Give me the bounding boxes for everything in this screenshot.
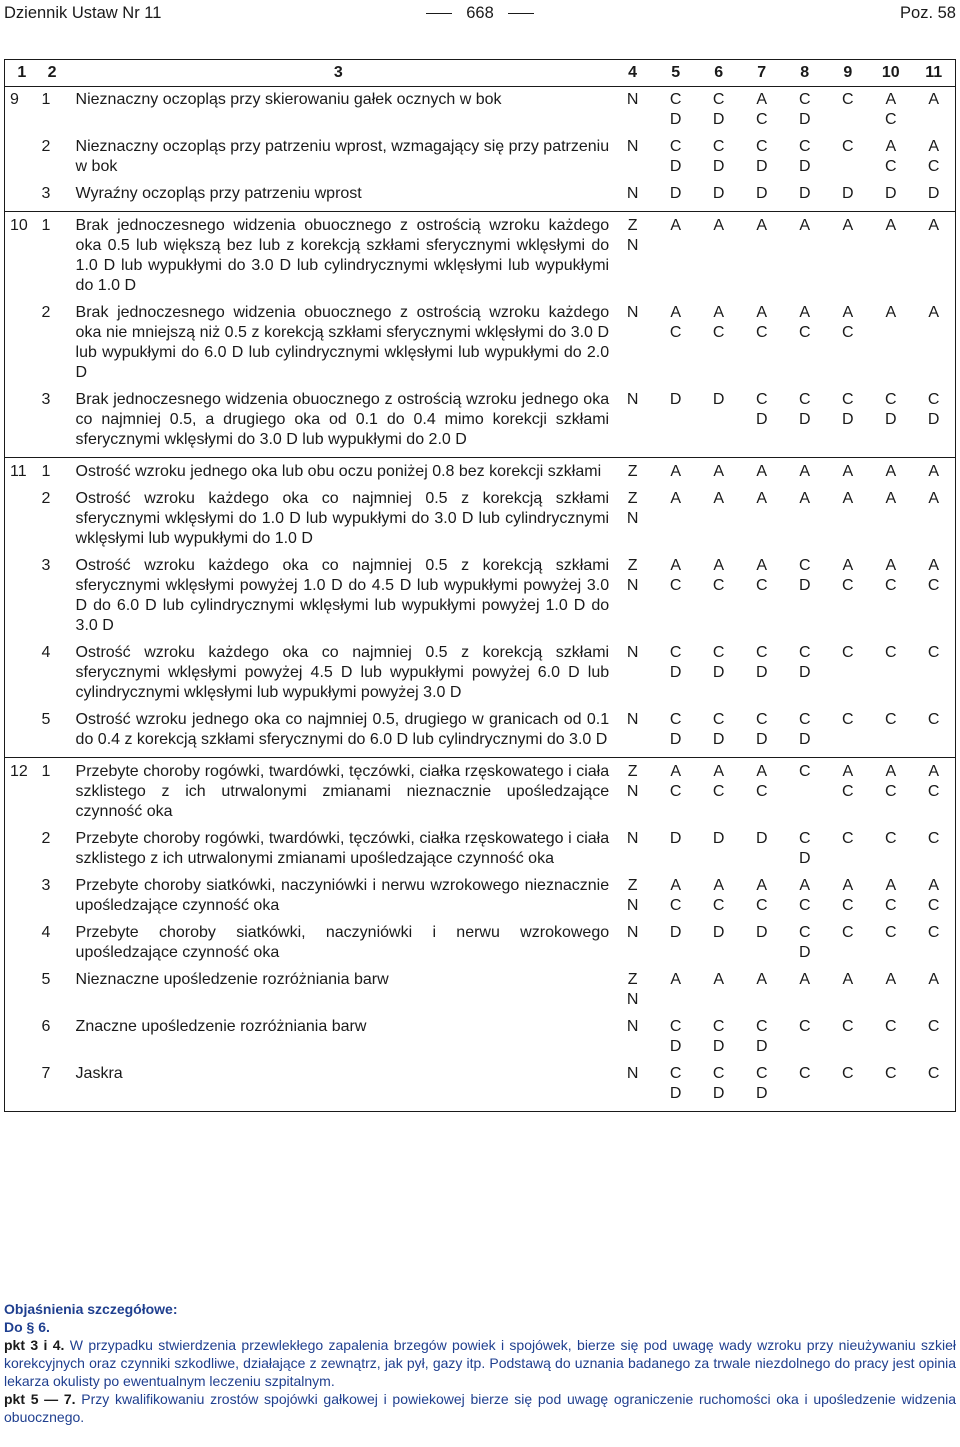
item-number: 3 [41,185,51,202]
grade-cell: Z N [626,877,639,914]
grade-cell: C [927,711,940,728]
grade-cell: D [669,924,682,941]
journal-title: Dziennik Ustaw Nr 11 [4,4,162,22]
grade-cell: A C [927,557,940,594]
table-row [5,710,956,758]
grade-cell: C D [755,1018,768,1055]
grade-cell: A [842,971,854,988]
grade-cell: C [885,644,897,661]
table-row [5,1064,956,1112]
grade-cell: C D [798,557,811,594]
grade-cell: D [712,185,725,202]
table-body [5,87,956,1112]
grade-cell: A [869,458,912,490]
grade-cell: C [927,1065,940,1082]
grade-cell: Z N [626,557,639,594]
grade-cell: C D [798,644,811,681]
column-header: 9 [826,60,869,87]
grade-cell: Z N [611,212,654,304]
grade-cell: C D [712,138,725,175]
grade-cell: C D [755,644,768,681]
grade-cell: A [783,212,826,304]
grade-cell: C D [712,711,725,748]
grade-cell: Z [611,458,654,490]
table-row [5,390,956,458]
item-description: Brak jednoczesnego widzenia obuocznego z ostrością wzroku każdego oka 0.5 lub większą bez lub z korekcją szkłami sferycznymi wklęsłymi do 1.0 D lub wypukłymi do 3.0 D lub cylindrycznymi wklęsłymi lub wypukłymi do 1.0 D [66,212,612,304]
note-label: pkt 3 i 4. [4,1337,65,1353]
column-header-row [5,60,956,87]
table-row [5,643,956,710]
item-description: Przebyte choroby rogówki, twardówki, tęczówki, ciałka rzęskowatego i ciała szklistego z ich utrwalonymi zmianami upośledzające czynność oka [75,830,610,867]
grade-cell: A [826,212,869,304]
grade-cell: A C [842,877,854,914]
grade-cell: C D [755,1065,768,1102]
grade-cell: Z N [626,971,639,1008]
grade-cell: A [740,458,783,490]
item-number: 7 [41,1065,51,1082]
table-row [5,212,956,304]
dash-right [508,13,534,14]
grade-cell: A [842,490,854,507]
item-description: Przebyte choroby siatkówki, naczyniówki i nerwu wzrokowego upośledzające czynność oka [75,924,610,961]
page-number-text: 668 [466,4,494,22]
grade-cell: A C [669,877,682,914]
grade-cell: A [885,971,897,988]
grade-cell: C D [755,711,768,748]
grade-cell: C [927,1018,940,1035]
notes-section: Do § 6. [4,1319,50,1335]
grade-cell: A C [712,304,725,341]
grade-cell: C [842,711,854,728]
item-number: 2 [41,490,51,507]
item-number: 1 [41,91,51,108]
grade-cell: A [713,971,725,988]
grade-cell: A [654,458,697,490]
grade-cell: A C [842,304,854,341]
grade-cell: D [755,185,768,202]
grade-cell: D [798,185,811,202]
note-text: W przypadku stwierdzenia przewlekłego zapalenia brzegów powiek i spojówek, bierze się pod uwagę wady wzroku przy nieużywaniu szkieł korekcyjnych oraz czynniki szkodliwe, działające z zewnątrz, jak pył, gazy itp. Podstawą do uznania badanego za trwale niezdolnego do pracy jest opinia lekarza okulisty po ewentualnym leczeniu szpitalnym. [4,1337,956,1389]
item-description: Jaskra [75,1065,123,1082]
grade-cell: D [842,185,854,202]
page-header [0,0,960,30]
grade-cell: C D [669,91,682,128]
grade-cell: N [626,1065,639,1082]
table-row [5,184,956,212]
grade-cell: A [885,304,897,321]
grade-cell: C D [798,138,811,175]
group-number: 11 [5,458,39,758]
item-number: 3 [41,877,51,894]
column-header: 1 [5,60,39,87]
grade-cell: C D [798,830,811,867]
grade-cell: A [928,91,939,108]
grade-cell: C [885,711,897,728]
grade-cell: C D [712,1018,725,1055]
grade-cell: N [626,644,639,661]
column-header: 4 [611,60,654,87]
note-paragraph-2 [4,1390,956,1426]
item-description: Nieznaczne upośledzenie rozróżniania barw [75,971,389,988]
table-row [5,87,956,138]
grade-cell: A C [826,758,869,830]
item-number: 3 [41,391,51,408]
column-header: 6 [697,60,740,87]
grade-cell: C [798,1018,811,1035]
grade-cell: A [670,490,681,507]
grade-cell: A C [912,758,955,830]
grade-cell: A C [755,877,768,914]
grade-cell: C [798,1065,811,1082]
grade-cell: A [928,971,939,988]
position-number: Poz. 58 [900,4,956,22]
item-description: Nieznaczny oczopląs przy skierowaniu gałek ocznych w bok [75,91,502,108]
grade-cell: D [669,185,682,202]
table-row [5,137,956,184]
grade-cell: A C [885,877,897,914]
grade-cell: N [626,711,639,728]
page-number [0,4,960,23]
column-header: 2 [39,60,66,87]
grade-cell: A [912,212,955,304]
grade-cell: C [842,138,854,155]
item-description: Ostrość wzroku jednego oka lub obu oczu poniżej 0.8 bez korekcji szkłami [66,458,612,490]
grade-cell: C D [755,391,768,428]
grade-cell: C D [669,711,682,748]
grade-cell: C D [798,91,811,128]
grade-cell: C D [712,644,725,681]
grade-cell: C [842,644,854,661]
item-description: Przebyte choroby siatkówki, naczyniówki i nerwu wzrokowego nieznacznie upośledzające czynność oka [75,877,610,914]
item-number: 4 [41,644,51,661]
grade-cell: A [912,458,955,490]
note-paragraph-1 [4,1336,956,1390]
item-number: 1 [39,458,66,490]
grade-cell: C [842,924,854,941]
item-description: Wyraźny oczopląs przy patrzeniu wprost [75,185,362,202]
grade-cell: A [928,490,939,507]
item-number: 1 [39,758,66,830]
grade-cell: C [885,924,897,941]
grade-cell: A [826,458,869,490]
grade-cell: A C [869,758,912,830]
grade-cell: A [869,212,912,304]
table-row [5,970,956,1017]
grade-cell: A [928,304,939,321]
grade-cell: C [783,758,826,830]
item-description: Ostrość wzroku każdego oka co najmniej 0.5 z korekcją szkłami sferycznymi wklęsłymi powyżej 1.0 D do 4.5 D lub wypukłymi powyżej 3.0 D do 6.0 D lub cylindrycznymi wklęsłymi lub wypukłymi powyżej 1.0 D do 3.0 D [75,557,610,634]
grade-cell: C [842,830,854,847]
grade-cell: A [713,490,725,507]
grade-cell: A [740,212,783,304]
grade-cell: N [626,91,639,108]
column-header: 5 [654,60,697,87]
grade-cell: C D [712,1065,725,1102]
note-text: Przy kwalifikowaniu zrostów spojówki gałkowej i powiekowej bierze się pod uwagę ograniczenie ruchomości oka i upośledzenie widzenia obuocznego. [4,1391,956,1425]
grade-cell: C [842,1018,854,1035]
explanatory-notes [4,1300,956,1426]
grade-cell: N [626,138,639,155]
grade-cell: A [697,458,740,490]
item-number: 1 [39,212,66,304]
grade-cell: A C [654,758,697,830]
grade-cell: D [669,391,682,408]
item-description: Znaczne upośledzenie rozróżniania barw [75,1018,367,1035]
item-number: 2 [41,304,51,321]
grade-cell: C [842,91,854,108]
grade-cell: A [697,212,740,304]
grade-cell: A [885,490,897,507]
grade-cell: A [783,458,826,490]
grade-cell: A C [842,557,854,594]
grade-cell: C [927,830,940,847]
table-row [5,458,956,490]
group-number: 9 [10,91,19,108]
item-number: 2 [41,138,51,155]
table-row [5,758,956,830]
item-description: Ostrość wzroku każdego oka co najmniej 0.5 z korekcją szkłami sferycznymi wklęsłymi do 1.0 D lub wypukłymi do 3.0 D lub cylindrycznymi wklęsłymi lub wypukłymi do 1.0 D [75,490,610,547]
grade-cell: C [842,1065,854,1082]
grade-cell: A C [712,877,725,914]
grade-cell: A [654,212,697,304]
grade-cell: N [626,391,639,408]
grade-cell: A C [885,138,897,175]
item-number: 5 [41,711,51,728]
item-description: Ostrość wzroku każdego oka co najmniej 0.5 z korekcją szkłami sferycznymi wklęsłymi powyżej 4.5 D lub wypukłymi powyżej 6.0 D lub cylindrycznymi wklęsłymi lub wypukłymi powyżej 3.0 D [75,644,610,701]
qualification-table [4,59,956,1112]
grade-cell: D [885,185,897,202]
item-number: 4 [41,924,51,941]
group-number: 10 [5,212,39,458]
grade-cell: N [626,304,639,321]
grade-cell: C [885,1065,897,1082]
grade-cell: C D [669,1018,682,1055]
grade-cell: A C [885,557,897,594]
item-number: 5 [41,971,51,988]
grade-cell: A C [755,557,768,594]
grade-cell: Z N [611,758,654,830]
grade-cell: C [885,1018,897,1035]
grade-cell: C D [927,391,940,428]
table-row [5,556,956,643]
grade-cell: N [626,830,639,847]
grade-cell: C D [798,711,811,748]
grade-cell: A [799,490,811,507]
table-row [5,923,956,970]
grade-cell: A C [740,758,783,830]
item-description: Przebyte choroby rogówki, twardówki, tęczówki, ciałka rzęskowatego i ciała szklistego z ich utrwalonymi zmianami nieznacznie upośledzające czynność oka [66,758,612,830]
grade-cell: Z N [626,490,639,527]
grade-cell: C D [669,1065,682,1102]
grade-cell: C D [669,644,682,681]
grade-cell: A C [712,557,725,594]
item-number: 6 [41,1018,51,1035]
grade-cell: A C [755,304,768,341]
grade-cell: A C [697,758,740,830]
item-number: 3 [41,557,51,574]
item-description: Brak jednoczesnego widzenia obuocznego z ostrością wzroku każdego oka nie mniejszą niż 0.5 z korekcją szkłami sferycznymi wklęsłymi do 3.0 D lub wypukłymi do 6.0 D lub cylindrycznymi wklęsłymi lub wypukłymi do 2.0 D [75,304,610,381]
table-row [5,489,956,556]
column-header: 3 [66,60,612,87]
column-header: 8 [783,60,826,87]
notes-heading: Objaśnienia szczegółowe: [4,1301,178,1317]
grade-cell: N [626,1018,639,1035]
grade-cell: A C [669,557,682,594]
grade-cell: C D [712,91,725,128]
grade-cell: D [712,924,725,941]
item-description: Ostrość wzroku jednego oka co najmniej 0.5, drugiego w granicach od 0.1 do 0.4 z korekcją szkłami sferycznymi do 6.0 D lub cylindrycznymi do 3.0 D [75,711,610,748]
grade-cell: C [885,830,897,847]
column-header: 10 [869,60,912,87]
grade-cell: D [755,924,768,941]
grade-cell: C D [885,391,897,428]
grade-cell: C [927,924,940,941]
column-header: 7 [740,60,783,87]
grade-cell: A C [927,877,940,914]
grade-cell: A [756,490,768,507]
grade-cell: A [756,971,768,988]
item-description: Nieznaczny oczopląs przy patrzeniu wprost, wzmagający się przy patrzeniu w bok [75,138,610,175]
group-number: 12 [5,758,39,1112]
grade-cell: D [927,185,940,202]
grade-cell: A C [669,304,682,341]
grade-cell: A [670,971,681,988]
table-row [5,1017,956,1064]
column-header: 11 [912,60,955,87]
grade-cell: N [626,924,639,941]
grade-cell: C D [755,138,768,175]
grade-cell: A C [885,91,897,128]
grade-cell: A C [798,877,811,914]
grade-cell: A C [755,91,768,128]
table-row [5,876,956,923]
note-label: pkt 5 — 7. [4,1391,76,1407]
grade-cell: C D [798,924,811,961]
grade-cell: D [669,830,682,847]
grade-cell: A C [798,304,811,341]
table-row [5,829,956,876]
grade-cell: D [712,391,725,408]
dash-left [426,13,452,14]
grade-cell: N [626,185,639,202]
grade-cell: C D [669,138,682,175]
grade-cell: D [712,830,725,847]
grade-cell: C [927,644,940,661]
grade-cell: C D [798,391,811,428]
table-row [5,303,956,390]
item-number: 2 [41,830,51,847]
grade-cell: A C [927,138,940,175]
grade-cell: C D [842,391,854,428]
grade-cell: D [755,830,768,847]
grade-cell: A [799,971,811,988]
item-description: Brak jednoczesnego widzenia obuocznego z ostrością wzroku jednego oka co najmniej 0.5, a drugiego oka od 0.1 do 0.4 mimo korekcji szkłami sferycznymi wklęsłymi do 3.0 D lub wypukłymi do 2.0 D [75,391,610,448]
